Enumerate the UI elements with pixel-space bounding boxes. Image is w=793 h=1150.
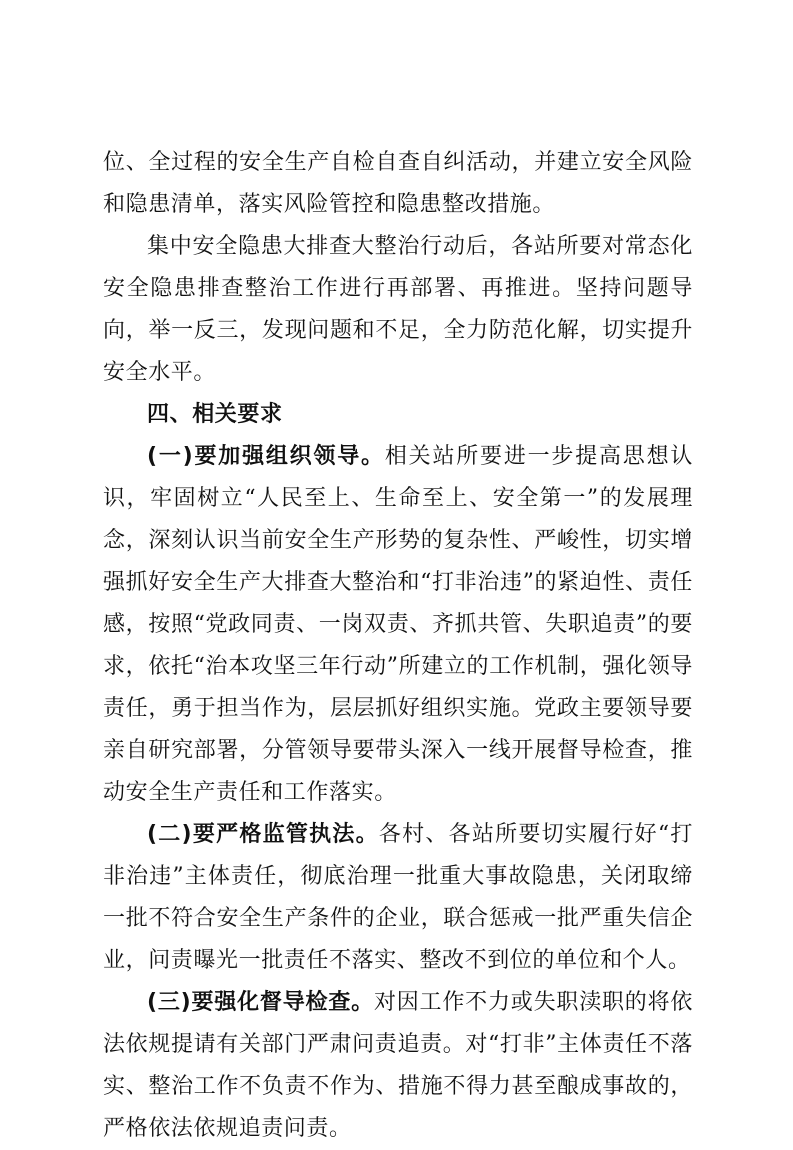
document-page (103, 142, 693, 1150)
requirement-item-lead: (二)要严格监管执法。 (147, 822, 379, 847)
requirement-item-lead: (三)要强化督导检查。 (147, 990, 374, 1015)
requirement-item-2 (103, 814, 693, 982)
paragraph-after-campaign: 集中安全隐患大排查大整治行动后，各站所要对常态化安全隐患排查整治工作进行再部署、再推进。坚持问题导向，举一反三，发现问题和不足，全力防范化解，切实提升安全水平。 (103, 234, 693, 385)
requirement-item-lead: (一)要加强组织领导。 (147, 444, 385, 469)
requirement-item-body: 相关站所要进一步提高思想认识，牢固树立“人民至上、生命至上、安全第一”的发展理念，深刻认识当前安全生产形势的复杂性、严峻性，切实增强抓好安全生产大排查大整治和“打非治违”的紧迫性、责任感，按照“党政同责、一岗双责、齐抓共管、失职追责”的要求，依托“治本攻坚三年行动”所建立的工作机制，强化领导责任，勇于担当作为，层层抓好组织实施。党政主要领导要亲自研究部署，分管领导要带头深入一线开展督导检查，推动安全生产责任和工作落实。 (103, 444, 693, 805)
requirement-item-body: 各村、各站所要切实履行好“打非治违”主体责任，彻底治理一批重大事故隐患，关闭取缔一批不符合安全生产条件的企业，联合惩戒一批严重失信企业，问责曝光一批责任不落实、整改不到位的单位和个人。 (103, 822, 693, 973)
requirement-item-1 (103, 436, 693, 814)
section-heading: 四、相关要求 (147, 402, 283, 427)
requirement-item-3 (103, 982, 693, 1150)
requirement-item-body: 对因工作不力或失职渎职的将依法依规提请有关部门严肃问责追责。对“打非”主体责任不落实、整治工作不负责不作为、措施不得力甚至酿成事故的，严格依法依规追责问责。 (103, 990, 693, 1141)
paragraph-continuation: 位、全过程的安全生产自检自查自纠活动，并建立安全风险和隐患清单，落实风险管控和隐患整改措施。 (103, 150, 693, 217)
